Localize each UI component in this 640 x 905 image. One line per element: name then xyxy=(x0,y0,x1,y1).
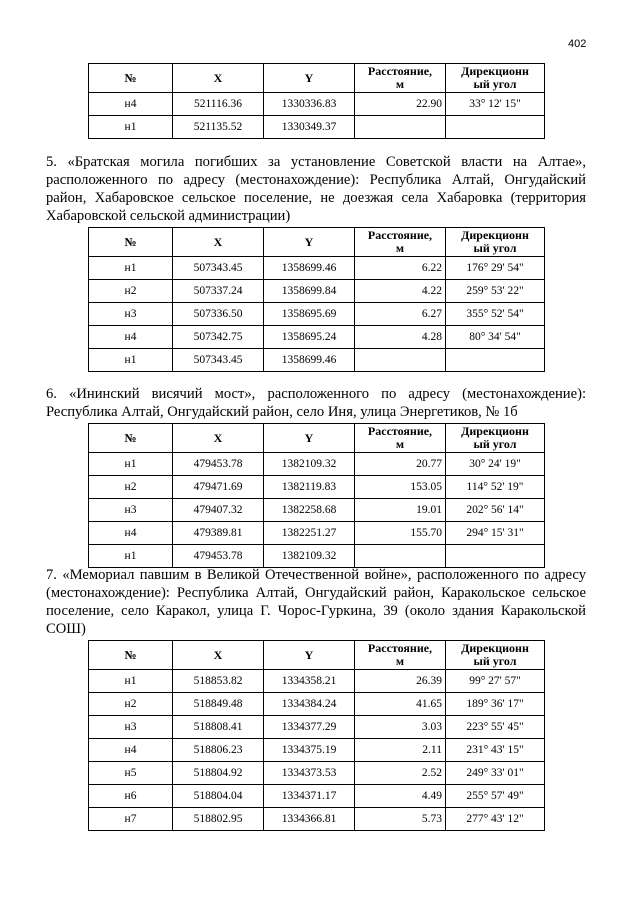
header-point-number: № xyxy=(89,641,173,670)
distance xyxy=(355,545,446,568)
direction-angle: 80° 34' 54" xyxy=(446,326,545,349)
page-number: 402 xyxy=(568,38,587,50)
direction-angle: 277° 43' 12" xyxy=(446,808,545,831)
table-row xyxy=(89,453,545,476)
point-number: н2 xyxy=(89,693,173,716)
table-row xyxy=(89,762,545,785)
distance: 4.28 xyxy=(355,326,446,349)
direction-angle: 33° 12' 15" xyxy=(446,93,545,116)
header-y-coordinate: Y xyxy=(264,64,355,93)
direction-angle xyxy=(446,349,545,372)
x-coordinate: 479453.78 xyxy=(173,453,264,476)
distance: 22.90 xyxy=(355,93,446,116)
coordinates-table xyxy=(88,227,545,372)
table-row xyxy=(89,116,545,139)
direction-angle: 202° 56' 14" xyxy=(446,499,545,522)
y-coordinate: 1358699.46 xyxy=(264,257,355,280)
direction-angle xyxy=(446,545,545,568)
distance: 4.49 xyxy=(355,785,446,808)
distance: 2.52 xyxy=(355,762,446,785)
section-6 xyxy=(46,385,586,568)
y-coordinate: 1334375.19 xyxy=(264,739,355,762)
x-coordinate: 507343.45 xyxy=(173,349,264,372)
x-coordinate: 479389.81 xyxy=(173,522,264,545)
direction-angle: 99° 27' 57" xyxy=(446,670,545,693)
header-point-number: № xyxy=(89,228,173,257)
x-coordinate: 518849.48 xyxy=(173,693,264,716)
header-y-coordinate: Y xyxy=(264,641,355,670)
point-number: н6 xyxy=(89,785,173,808)
direction-angle: 189° 36' 17" xyxy=(446,693,545,716)
distance: 19.01 xyxy=(355,499,446,522)
x-coordinate: 518853.82 xyxy=(173,670,264,693)
header-x-coordinate: X xyxy=(173,64,264,93)
direction-angle: 259° 53' 22" xyxy=(446,280,545,303)
point-number: н1 xyxy=(89,545,173,568)
header-distance: Расстояние, м xyxy=(355,64,446,93)
distance: 6.27 xyxy=(355,303,446,326)
table-header-row xyxy=(89,64,545,93)
distance: 153.05 xyxy=(355,476,446,499)
distance: 41.65 xyxy=(355,693,446,716)
distance: 2.11 xyxy=(355,739,446,762)
table-header-row xyxy=(89,424,545,453)
direction-angle: 223° 55' 45" xyxy=(446,716,545,739)
header-point-number: № xyxy=(89,64,173,93)
header-distance: Расстояние, м xyxy=(355,228,446,257)
y-coordinate: 1382109.32 xyxy=(264,453,355,476)
x-coordinate: 507343.45 xyxy=(173,257,264,280)
table-row xyxy=(89,522,545,545)
point-number: н3 xyxy=(89,303,173,326)
coordinates-table xyxy=(88,640,545,831)
header-direction-angle: Дирекционн ый угол xyxy=(446,424,545,453)
point-number: н2 xyxy=(89,476,173,499)
section-continued xyxy=(46,63,586,139)
y-coordinate: 1382251.27 xyxy=(264,522,355,545)
header-y-coordinate: Y xyxy=(264,424,355,453)
point-number: н3 xyxy=(89,716,173,739)
direction-angle: 355° 52' 54" xyxy=(446,303,545,326)
table-row xyxy=(89,257,545,280)
y-coordinate: 1358699.84 xyxy=(264,280,355,303)
direction-angle xyxy=(446,116,545,139)
direction-angle: 176° 29' 54" xyxy=(446,257,545,280)
table-row xyxy=(89,280,545,303)
point-number: н2 xyxy=(89,280,173,303)
point-number: н1 xyxy=(89,670,173,693)
x-coordinate: 479453.78 xyxy=(173,545,264,568)
x-coordinate: 479407.32 xyxy=(173,499,264,522)
x-coordinate: 507336.50 xyxy=(173,303,264,326)
point-number: н1 xyxy=(89,453,173,476)
y-coordinate: 1358695.69 xyxy=(264,303,355,326)
header-point-number: № xyxy=(89,424,173,453)
section-7 xyxy=(46,566,586,831)
table-row xyxy=(89,739,545,762)
direction-angle: 30° 24' 19" xyxy=(446,453,545,476)
header-direction-angle: Дирекционн ый угол xyxy=(446,64,545,93)
y-coordinate: 1382119.83 xyxy=(264,476,355,499)
x-coordinate: 518806.23 xyxy=(173,739,264,762)
table-row xyxy=(89,808,545,831)
header-distance: Расстояние, м xyxy=(355,424,446,453)
point-number: н3 xyxy=(89,499,173,522)
x-coordinate: 518804.92 xyxy=(173,762,264,785)
object-description: 6. «Ининский висячий мост», расположенного по адресу (местонахождение): Республика Алтай, Онгудайский район, село Иня, улица Энергетиков, № 1б xyxy=(46,386,586,420)
table-row xyxy=(89,93,545,116)
header-direction-angle: Дирекционн ый угол xyxy=(446,641,545,670)
distance xyxy=(355,116,446,139)
point-number: н4 xyxy=(89,326,173,349)
distance: 20.77 xyxy=(355,453,446,476)
distance: 3.03 xyxy=(355,716,446,739)
y-coordinate: 1382258.68 xyxy=(264,499,355,522)
point-number: н5 xyxy=(89,762,173,785)
header-y-coordinate: Y xyxy=(264,228,355,257)
x-coordinate: 518804.04 xyxy=(173,785,264,808)
point-number: н1 xyxy=(89,116,173,139)
header-distance: Расстояние, м xyxy=(355,641,446,670)
point-number: н1 xyxy=(89,257,173,280)
y-coordinate: 1330349.37 xyxy=(264,116,355,139)
y-coordinate: 1334377.29 xyxy=(264,716,355,739)
table-row xyxy=(89,499,545,522)
y-coordinate: 1334371.17 xyxy=(264,785,355,808)
direction-angle: 294° 15' 31" xyxy=(446,522,545,545)
point-number: н4 xyxy=(89,739,173,762)
coordinates-table xyxy=(88,63,545,139)
y-coordinate: 1334366.81 xyxy=(264,808,355,831)
header-x-coordinate: X xyxy=(173,424,264,453)
point-number: н7 xyxy=(89,808,173,831)
object-description: 5. «Братская могила погибших за установление Советской власти на Алтае», расположенного по адресу (местонахождение): Республика Алтай, Онгудайский район, Хабаровское сельское поселение, не доезжая села Хабаровка (территория Хабаровской сельской администрации) xyxy=(46,154,586,224)
table-row xyxy=(89,303,545,326)
table-row xyxy=(89,716,545,739)
y-coordinate: 1330336.83 xyxy=(264,93,355,116)
direction-angle: 114° 52' 19" xyxy=(446,476,545,499)
y-coordinate: 1358695.24 xyxy=(264,326,355,349)
x-coordinate: 518802.95 xyxy=(173,808,264,831)
table-header-row xyxy=(89,641,545,670)
x-coordinate: 479471.69 xyxy=(173,476,264,499)
distance: 26.39 xyxy=(355,670,446,693)
y-coordinate: 1334384.24 xyxy=(264,693,355,716)
x-coordinate: 507337.24 xyxy=(173,280,264,303)
coordinates-table xyxy=(88,423,545,568)
distance: 5.73 xyxy=(355,808,446,831)
distance: 6.22 xyxy=(355,257,446,280)
header-x-coordinate: X xyxy=(173,641,264,670)
distance: 4.22 xyxy=(355,280,446,303)
table-row xyxy=(89,476,545,499)
header-x-coordinate: X xyxy=(173,228,264,257)
x-coordinate: 521135.52 xyxy=(173,116,264,139)
point-number: н4 xyxy=(89,522,173,545)
direction-angle: 255° 57' 49" xyxy=(446,785,545,808)
y-coordinate: 1382109.32 xyxy=(264,545,355,568)
table-row xyxy=(89,693,545,716)
table-row xyxy=(89,670,545,693)
point-number: н1 xyxy=(89,349,173,372)
distance: 155.70 xyxy=(355,522,446,545)
direction-angle: 231° 43' 15" xyxy=(446,739,545,762)
table-row xyxy=(89,785,545,808)
y-coordinate: 1334358.21 xyxy=(264,670,355,693)
x-coordinate: 521116.36 xyxy=(173,93,264,116)
object-description: 7. «Мемориал павшим в Великой Отечественной войне», расположенного по адресу (местонахождение): Республика Алтай, Онгудайский район, Каракольское сельское поселение, село Каракол, улица Г. Чорос-Гуркина, 39 (около здания Каракольской СОШ) xyxy=(46,567,586,637)
x-coordinate: 518808.41 xyxy=(173,716,264,739)
y-coordinate: 1334373.53 xyxy=(264,762,355,785)
section-5 xyxy=(46,153,586,372)
table-header-row xyxy=(89,228,545,257)
x-coordinate: 507342.75 xyxy=(173,326,264,349)
table-row xyxy=(89,545,545,568)
point-number: н4 xyxy=(89,93,173,116)
header-direction-angle: Дирекционн ый угол xyxy=(446,228,545,257)
table-row xyxy=(89,349,545,372)
direction-angle: 249° 33' 01" xyxy=(446,762,545,785)
distance xyxy=(355,349,446,372)
y-coordinate: 1358699.46 xyxy=(264,349,355,372)
table-row xyxy=(89,326,545,349)
